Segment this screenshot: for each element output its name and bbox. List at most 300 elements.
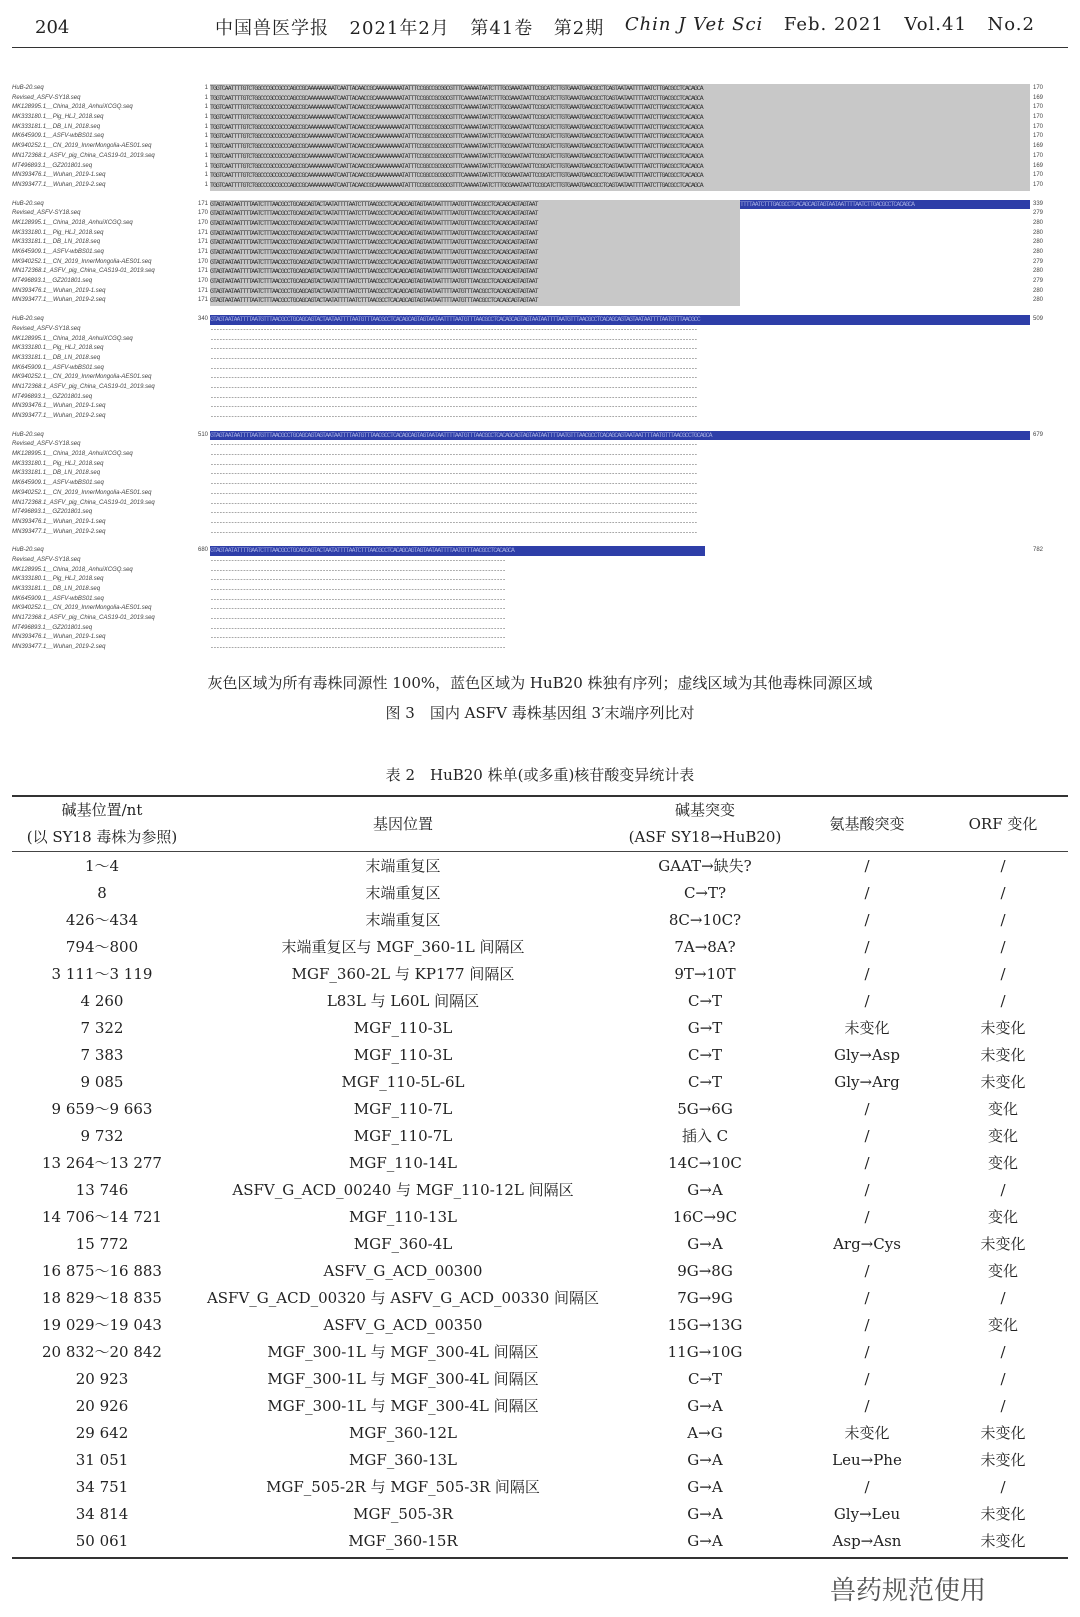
cell-position: 31 051 (75, 1450, 129, 1469)
alignment-row (12, 633, 1072, 643)
sequence-dashed: --------------------------------------------------------------------------------------------------------------------------------------------------------------------- (210, 480, 697, 488)
cell-gene: ASFV_G_ACD_00350 (323, 1315, 483, 1334)
cell-orf-change: 变化 (987, 1127, 1018, 1145)
alignment-row (12, 479, 1072, 489)
alignment-row (12, 335, 1072, 345)
sequence-wrap (210, 200, 1030, 210)
sequence-gray: TGGTCAATTTTGTCTGGCCCGCCGCCCAGCCGCAAAAAAAAATCAATTACAACCGCAAAAAAAAATATTTCCGGCCGCGGCGTTTCAAAAATAATCTTTGCGAAATAATTCCGCATCTTGTGAAATGAACGCCTCAGTAATAATTTTAATCTTGACGCCTCACAGCA (210, 181, 1030, 191)
figure-title: 图 3 国内 ASFV 毒株基因组 3′末端序列比对 (385, 704, 695, 722)
sequence-dashed: ---------------------------------------------------------------------------------------------------- (210, 644, 506, 652)
cell-orf-change: / (1000, 856, 1006, 875)
sequence-label: MK333181.1__DB_LN_2018.seq (12, 586, 101, 592)
sequence-label: MK645909.1__ASFV-wbBS01.seq (12, 249, 104, 255)
end-position: 279 (1033, 210, 1044, 217)
alignment-row (12, 277, 1072, 287)
cell-mutation: G→A (687, 1504, 723, 1523)
end-position: 170 (1033, 123, 1044, 130)
alignment-block (12, 431, 1072, 538)
sequence-label: MK333181.1__DB_LN_2018.seq (12, 470, 101, 477)
cell-aa-change: / (864, 883, 870, 902)
start-position: 171 (197, 249, 208, 255)
sequence-wrap (210, 209, 1030, 219)
cell-aa-change: / (864, 1315, 870, 1334)
cell-gene: MGF_110-14L (349, 1153, 457, 1172)
sequence-dashed: --------------------------------------------------------------------------------------------------------------------------------------------------------------------- (210, 528, 697, 536)
cell-gene: 末端重复区与 MGF_360-1L 间隔区 (281, 938, 525, 956)
sequence-label: MN393477.1__Wuhan_2019-2.seq (12, 181, 106, 188)
sequence-gray: GTAGTAATAATTTTAATCTTTAACGCCTGCAGCAGTACTAATATTTTAATCTTTAACGCCTCACAGCAGTAGTAATAATTTTAATGTTTAACGCCTCACAGCAGTAGTAAT (210, 209, 740, 219)
sequence-label: MN393476.1__Wuhan_2019-1.seq (12, 172, 106, 179)
alignment-row (12, 238, 1072, 248)
table-row (12, 1230, 1068, 1257)
cell-mutation: 5G→6G (677, 1099, 733, 1118)
table-row (12, 1095, 1068, 1122)
end-position: 280 (1033, 268, 1044, 275)
start-position: 510 (197, 431, 208, 438)
volume-cn: 第41卷 (470, 18, 534, 39)
cell-orf-change: 未变化 (980, 1073, 1026, 1091)
cell-mutation: 11G→10G (667, 1342, 743, 1361)
cell-aa-change: Gly→Arg (834, 1072, 900, 1091)
alignment-row (12, 287, 1072, 297)
cell-aa-change: / (864, 937, 870, 956)
sequence-dashed: ---------------------------------------------------------------------------------------------------- (210, 576, 506, 584)
sequence-dashed: --------------------------------------------------------------------------------------------------------------------------------------------------------------------- (210, 518, 697, 526)
alignment-row (12, 209, 1072, 219)
cell-aa-change: / (864, 991, 870, 1010)
alignment-row (12, 315, 1072, 325)
cell-mutation: C→T (687, 1369, 723, 1388)
cell-aa-change: / (864, 910, 870, 929)
alignment-row (12, 258, 1072, 268)
sequence-gray: GTAGTAATAATTTTAATCTTTAACGCCTGCAGCAGTACTAATATTTTAATCTTTAACGCCTCACAGCAGTAGTAATAATTTTAATGTTTAACGCCTCACAGCAGTAGTAAT (210, 267, 740, 277)
sequence-gray: GTAGTAATAATTTTAATCTTTAACGCCTGCAGCAGTACTAATATTTTAATCTTTAACGCCTCACAGCAGTAGTAATAATTTTAATGTTTAACGCCTCACAGCAGTAGTAAT (210, 277, 740, 287)
running-header (35, 12, 1035, 42)
cell-orf-change: 变化 (987, 1208, 1018, 1226)
cell-orf-change: 未变化 (980, 1424, 1026, 1442)
alignment-block (12, 200, 1072, 307)
table-row (12, 960, 1068, 987)
cell-aa-change: / (864, 1153, 870, 1172)
alignment-row (12, 518, 1072, 528)
cell-aa-change: / (864, 1099, 870, 1118)
cell-gene: MGF_110-3L (353, 1045, 453, 1064)
sequence-gray: GTAGTAATAATTTTAATCTTTAACGCCTGCAGCAGTACTAATATTTTAATCTTTAACGCCTCACAGCAGTAGTAATAATTTTAATGTTTAACGCCTCACAGCAGTAGTAAT (210, 200, 740, 210)
cell-gene: L83L 与 L60L 间隔区 (326, 992, 480, 1010)
sequence-label: MK333180.1__Pig_HLJ_2018.seq (12, 114, 104, 121)
alignment-row (12, 440, 1072, 450)
cell-aa-change: 未变化 (844, 1424, 890, 1442)
end-position: 169 (1033, 94, 1044, 101)
end-position: 279 (1033, 278, 1044, 285)
sequence-wrap (210, 229, 1030, 239)
start-position: 171 (197, 239, 208, 246)
cell-aa-change: / (864, 1126, 870, 1145)
sequence-wrap (210, 258, 1030, 268)
cell-position: 4 260 (80, 991, 124, 1010)
table-row (12, 1203, 1068, 1230)
alignment-row (12, 556, 1072, 566)
sequence-label: MK128995.1__China_2018_AnhuiXCGQ.seq (12, 566, 133, 573)
sequence-wrap (210, 296, 1030, 306)
cell-mutation: 9T→10T (674, 964, 736, 983)
start-position: 1 (204, 123, 208, 130)
cell-orf-change: / (1000, 1342, 1006, 1361)
sequence-dashed: ---------------------------------------------------------------------------------------------------- (210, 615, 506, 623)
sequence-label: HuB-20.seq (12, 200, 44, 207)
sequence-dashed: --------------------------------------------------------------------------------------------------------------------------------------------------------------------- (210, 354, 697, 362)
cell-gene: MGF_300-1L 与 MGF_300-4L 间隔区 (267, 1370, 539, 1388)
start-position: 170 (197, 219, 208, 226)
sequence-label: MK940252.1__CN_2019_InnerMongolia-AES01.seq (12, 143, 152, 150)
alignment-row (12, 508, 1072, 518)
cell-mutation: G→A (687, 1477, 723, 1496)
sequence-dashed: --------------------------------------------------------------------------------------------------------------------------------------------------------------------- (210, 374, 697, 382)
start-position: 170 (197, 210, 208, 217)
sequence-label: MN393477.1__Wuhan_2019-2.seq (12, 297, 106, 304)
cell-mutation: C→T (687, 1072, 723, 1091)
alignment-row (12, 364, 1072, 374)
sequence-label: MK128995.1__China_2018_AnhuiXCGQ.seq (12, 335, 133, 342)
start-position: 1 (204, 152, 208, 159)
alignment-row (12, 450, 1072, 460)
sequence-dashed: --------------------------------------------------------------------------------------------------------------------------------------------------------------------- (210, 460, 697, 468)
alignment-row (12, 200, 1072, 210)
cell-aa-change: Asp→Asn (832, 1531, 902, 1550)
sequence-gray: GTAGTAATAATTTTAATCTTTAACGCCTGCAGCAGTACTAATATTTTAATCTTTAACGCCTCACAGCAGTAGTAATAATTTTAATGTTTAACGCCTCACAGCAGTAGTAAT (210, 229, 740, 239)
date-en: Feb. 2021 (783, 14, 884, 35)
sequence-gray: TGGTCAATTTTGTCTGGCCCGCCGCCCAGCCGCAAAAAAAAATCAATTACAACCGCAAAAAAAAATATTTCCGGCCGCGGCGTTTCAAAAATAATCTTTGCGAAATAATTCCGCATCTTGTGAAATGAACGCCTCAGTAATAATTTTAATCTTGACGCCTCACAGCA (210, 84, 1030, 94)
issue-cn: 第2期 (553, 18, 605, 39)
cell-position: 18 829～18 835 (42, 1289, 162, 1307)
sequence-unique: GTAGTAATAATTTTAATGTTTAACGCCTGCAGCAGTAGTAATAATTTTAATGTTTAACGCCTCACAGCAGTAGTAATAATTTTAATGTTTAACGCCTCACAGCAGTAGTAATAATTTTAATGTTTAACGCCTCACAGCAGTAATAATTTTAATGTTTAACGCCTGCAGCA (210, 431, 1030, 441)
sequence-alignment-figure (12, 84, 1072, 662)
sequence-label: MN393476.1__Wuhan_2019-1.seq (12, 634, 106, 641)
alignment-row (12, 354, 1072, 364)
cell-gene: MGF_300-1L 与 MGF_300-4L 间隔区 (267, 1397, 539, 1415)
start-position: 170 (197, 258, 208, 265)
cell-orf-change: / (1000, 964, 1006, 983)
sequence-label: HuB-20.seq (12, 547, 44, 554)
cell-orf-change: 未变化 (980, 1532, 1026, 1550)
alignment-row (12, 113, 1072, 123)
cell-mutation: 15G→13G (667, 1315, 743, 1334)
sequence-label: MN172368.1_ASFV_pig_China_CAS19-01_2019.seq (12, 615, 155, 622)
sequence-dashed: --------------------------------------------------------------------------------------------------------------------------------------------------------------------- (210, 335, 697, 343)
cell-gene: ASFV_G_ACD_00240 与 MGF_110-12L 间隔区 (232, 1181, 574, 1199)
table-row (12, 1419, 1068, 1446)
end-position: 170 (1033, 172, 1044, 179)
table-row (12, 1284, 1068, 1311)
start-position: 1 (204, 143, 208, 150)
cell-aa-change: / (864, 856, 870, 875)
sequence-label: MK940252.1__CN_2019_InnerMongolia-AES01.seq (12, 258, 152, 265)
alignment-row (12, 248, 1072, 258)
end-position: 339 (1033, 200, 1044, 207)
sequence-label: MK128995.1__China_2018_AnhuiXCGQ.seq (12, 451, 133, 458)
sequence-label: MN393477.1__Wuhan_2019-2.seq (12, 644, 106, 651)
sequence-unique: GTAGTAATATTTTGAATCTTTAACGCCTGCAGCAGTACTAATATTTTAATCTTTAACGCCTCACAGCAGTAGTAATAATTTTAATGTTTAACGCCTCACAGCA (210, 546, 705, 556)
cell-position: 794～800 (65, 938, 139, 956)
start-position: 171 (197, 297, 208, 304)
sequence-wrap (210, 277, 1030, 287)
cell-mutation: 14C→10C (668, 1153, 742, 1172)
cell-position: 29 642 (75, 1423, 129, 1442)
cell-mutation: G→A (687, 1180, 723, 1199)
alignment-row (12, 152, 1072, 162)
end-position: 170 (1033, 85, 1044, 91)
cell-gene: 末端重复区 (365, 884, 441, 902)
cell-orf-change: / (1000, 1288, 1006, 1307)
header-orf: ORF 变化 (938, 797, 1068, 852)
alignment-row (12, 528, 1072, 538)
sequence-label: MN393477.1__Wuhan_2019-2.seq (12, 413, 106, 419)
sequence-dashed: --------------------------------------------------------------------------------------------------------------------------------------------------------------------- (210, 441, 697, 449)
cell-mutation: G→A (687, 1396, 723, 1415)
cell-orf-change: / (1000, 1369, 1006, 1388)
sequence-label: MK645909.1__ASFV-wbBS01.seq (12, 364, 104, 371)
cell-aa-change: / (864, 1396, 870, 1415)
start-position: 171 (197, 200, 208, 207)
sequence-label: MK940252.1__CN_2019_InnerMongolia-AES01.seq (12, 374, 152, 381)
sequence-label: MK940252.1__CN_2019_InnerMongolia-AES01.seq (12, 489, 152, 496)
start-position: 1 (204, 172, 208, 179)
sequence-label: HuB-20.seq (12, 85, 44, 91)
alignment-row (12, 624, 1072, 634)
table-row (12, 987, 1068, 1014)
cell-gene: MGF_360-2L 与 KP177 间隔区 (291, 965, 515, 983)
header-position-note: (以 SY18 毒株为参照) (12, 824, 192, 852)
sequence-label: Revised_ASFV-SY18.seq (12, 210, 81, 217)
sequence-gray: TGGTCAATTTTGTCTGGCCCGCCGCCCAGCCGCAAAAAAAAATCAATTACAACCGCAAAAAAAAATATTTCCGGCCGCGGCGTTTCAAAAATAATCTTTGCGAAATAATTCCGCATCTTGTGAAATGAACGCCTCAGTAATAATTTTAATCTTGACGCCTCACAGCA (210, 162, 1030, 172)
alignment-row (12, 575, 1072, 585)
alignment-row (12, 546, 1072, 556)
alignment-row (12, 142, 1072, 152)
alignment-row (12, 94, 1072, 104)
cell-mutation: 7G→9G (677, 1288, 733, 1307)
cell-gene: MGF_110-5L-6L (341, 1072, 465, 1091)
start-position: 171 (197, 268, 208, 275)
table-row (12, 1257, 1068, 1284)
alignment-row (12, 296, 1072, 306)
alignment-row (12, 84, 1072, 94)
end-position: 170 (1033, 152, 1044, 159)
sequence-label: MK333181.1__DB_LN_2018.seq (12, 123, 101, 130)
sequence-dashed: --------------------------------------------------------------------------------------------------------------------------------------------------------------------- (210, 345, 697, 353)
sequence-label: MN393476.1__Wuhan_2019-1.seq (12, 287, 106, 294)
cell-mutation: C→T (687, 1045, 723, 1064)
cell-orf-change: 未变化 (980, 1235, 1026, 1253)
sequence-label: Revised_ASFV-SY18.seq (12, 556, 81, 563)
sequence-label: MK645909.1__ASFV-wbBS01.seq (12, 480, 104, 487)
cell-gene: MGF_110-3L (353, 1018, 453, 1037)
sequence-gray: GTAGTAATAATTTTAATCTTTAACGCCTGCAGCAGTACTAATATTTTAATCTTTAACGCCTCACAGCAGTAGTAATAATTTTAATGTTTAACGCCTCACAGCAGTAGTAAT (210, 219, 740, 229)
table-row (12, 933, 1068, 960)
alignment-row (12, 412, 1072, 422)
sequence-label: MK333181.1__DB_LN_2018.seq (12, 354, 101, 361)
table-row (12, 1041, 1068, 1068)
end-position: 280 (1033, 297, 1044, 304)
sequence-gray: TGGTCAATTTTGTCTGGCCCGCCGCCCAGCCGCAAAAAAAAATCAATTACAACCGCAAAAAAAAATATTTCCGGCCGCGGCGTTTCAAAAATAATCTTTGCGAAATAATTCCGCATCTTGTGAAATGAACGCCTCAGTAATAATTTTAATCTTGACGCCTCACAGCA (210, 103, 1030, 113)
table-row (12, 906, 1068, 933)
table-row (12, 1014, 1068, 1041)
date-cn: 2021年2月 (349, 18, 450, 39)
sequence-label: Revised_ASFV-SY18.seq (12, 441, 81, 448)
end-position: 280 (1033, 287, 1044, 294)
sequence-label: MT496893.1__GZ201801.seq (12, 624, 93, 631)
cell-position: 15 772 (75, 1234, 129, 1253)
cell-position: 34 751 (75, 1477, 129, 1496)
page-number: 204 (35, 16, 70, 38)
volume-en: Vol.41 (904, 14, 967, 35)
start-position: 1 (204, 162, 208, 169)
table-row (12, 1473, 1068, 1500)
start-position: 680 (197, 547, 208, 554)
sequence-dashed: ---------------------------------------------------------------------------------------------------- (210, 624, 506, 632)
cell-orf-change: 未变化 (980, 1046, 1026, 1064)
cell-gene: MGF_110-7L (353, 1126, 453, 1145)
cell-aa-change: / (864, 1207, 870, 1226)
cell-mutation: 插入 C (681, 1127, 729, 1145)
sequence-label: HuB-20.seq (12, 316, 44, 323)
alignment-row (12, 325, 1072, 335)
sequence-label: MK333180.1__Pig_HLJ_2018.seq (12, 229, 104, 236)
alignment-row (12, 566, 1072, 576)
alignment-row (12, 383, 1072, 393)
cell-position: 9 659～9 663 (51, 1100, 153, 1118)
sequence-dashed: --------------------------------------------------------------------------------------------------------------------------------------------------------------------- (210, 325, 697, 333)
sequence-label: MK333180.1__Pig_HLJ_2018.seq (12, 345, 104, 352)
cell-orf-change: 变化 (987, 1100, 1018, 1118)
cell-aa-change: / (864, 1369, 870, 1388)
alignment-row (12, 499, 1072, 509)
sequence-label: MN172368.1_ASFV_pig_China_CAS19-01_2019.seq (12, 268, 155, 275)
cell-orf-change: / (1000, 883, 1006, 902)
journal-name-cn: 中国兽医学报 (215, 18, 329, 39)
cell-position: 16 875～16 883 (42, 1262, 162, 1280)
end-position: 782 (1033, 547, 1044, 554)
cell-mutation: 7A→8A? (674, 937, 736, 956)
cell-gene: MGF_300-1L 与 MGF_300-4L 间隔区 (267, 1343, 539, 1361)
cell-aa-change: / (864, 964, 870, 983)
end-position: 169 (1033, 162, 1044, 169)
sequence-label: MK333180.1__Pig_HLJ_2018.seq (12, 576, 104, 583)
start-position: 170 (197, 278, 208, 285)
sequence-gray: GTAGTAATAATTTTAATCTTTAACGCCTGCAGCAGTACTAATATTTTAATCTTTAACGCCTCACAGCAGTAGTAATAATTTTAATGTTTAACGCCTCACAGCAGTAGTAAT (210, 296, 740, 306)
cell-position: 7 383 (80, 1045, 124, 1064)
sequence-dashed: --------------------------------------------------------------------------------------------------------------------------------------------------------------------- (210, 470, 697, 478)
cell-position: 426～434 (65, 911, 139, 929)
cell-gene: ASFV_G_ACD_00300 (323, 1261, 483, 1280)
journal-name-en: Chin J Vet Sci (624, 14, 764, 35)
cell-gene: MGF_110-13L (349, 1207, 457, 1226)
sequence-gray: TGGTCAATTTTGTCTGGCCCGCCGCCCAGCCGCAAAAAAAAATCAATTACAACCGCAAAAAAAAATATTTCCGGCCGCGGCGTTTCAAAAATAATCTTTGCGAAATAATTCCGCATCTTGTGAAATGAACGCCTCAGTAATAATTTTAATCTTGACGCCTCACAGCA (210, 142, 1030, 152)
cell-aa-change: Gly→Leu (833, 1504, 901, 1523)
alignment-row (12, 229, 1072, 239)
alignment-row (12, 132, 1072, 142)
cell-gene: MGF_505-2R 与 MGF_505-3R 间隔区 (266, 1478, 540, 1496)
alignment-row (12, 373, 1072, 383)
start-position: 1 (204, 104, 208, 111)
sequence-wrap (210, 248, 1030, 258)
alignment-row (12, 460, 1072, 470)
cell-orf-change: / (1000, 1396, 1006, 1415)
sequence-gray: TGGTCAATTTTGTCTGGCCCGCCGCCCAGCCGCAAAAAAAAATCAATTACAACCGCAAAAAAAAATATTTCCGGCCGCGGCGTTTCAAAAATAATCTTTGCGAAATAATTCCGCATCTTGTGAAATGAACGCCTCAGTAATAATTTTAATCTTGACGCCTCACAGCA (210, 94, 1030, 104)
sequence-label: MT496893.1__GZ201801.seq (12, 162, 93, 169)
sequence-dashed: ---------------------------------------------------------------------------------------------------- (210, 556, 506, 564)
cell-position: 7 322 (80, 1018, 124, 1037)
sequence-label: Revised_ASFV-SY18.seq (12, 94, 81, 101)
alignment-row (12, 219, 1072, 229)
sequence-wrap (210, 287, 1030, 297)
alignment-row (12, 431, 1072, 441)
cell-position: 50 061 (75, 1531, 129, 1550)
cell-orf-change: 未变化 (980, 1505, 1026, 1523)
end-position: 170 (1033, 181, 1044, 188)
sequence-dashed: --------------------------------------------------------------------------------------------------------------------------------------------------------------------- (210, 383, 697, 391)
cell-mutation: 8C→10C? (668, 910, 742, 929)
cell-position: 8 (97, 883, 107, 902)
sequence-wrap (210, 219, 1030, 229)
cell-orf-change: / (1000, 991, 1006, 1010)
alignment-row (12, 103, 1072, 113)
cell-position: 20 832～20 842 (42, 1343, 162, 1361)
end-position: 170 (1033, 114, 1044, 121)
alignment-block (12, 315, 1072, 422)
alignment-row (12, 469, 1072, 479)
alignment-row (12, 614, 1072, 624)
table-row (12, 1149, 1068, 1176)
watermark: 兽药规范使用 (830, 1576, 987, 1606)
sequence-label: MN172368.1_ASFV_pig_China_CAS19-01_2019.seq (12, 499, 155, 506)
cell-mutation: C→T (687, 991, 723, 1010)
sequence-gray: TGGTCAATTTTGTCTGGCCCGCCGCCCAGCCGCAAAAAAAAATCAATTACAACCGCAAAAAAAAATATTTCCGGCCGCGGCGTTTCAAAAATAATCTTTGCGAAATAATTCCGCATCTTGTGAAATGAACGCCTCAGTAATAATTTTAATCTTGACGCCTCACAGCA (210, 113, 1030, 123)
table-row (12, 1527, 1068, 1554)
cell-gene: MGF_360-15R (348, 1531, 458, 1550)
end-position: 170 (1033, 104, 1044, 111)
cell-gene: MGF_360-4L (353, 1234, 453, 1253)
sequence-dashed: --------------------------------------------------------------------------------------------------------------------------------------------------------------------- (210, 413, 697, 420)
sequence-unique: GTAGTAATAATTTTAATGTTTAACGCCTGCAGCAGTACTAATAATTTTAATGTTTAACGCCTCACAGCAGTAGTAATAATTTTAATGTTTAACGCCTCACAGCAGTAGTAATAATTTTAATGTTTAACGCCTCACAGCAGTAGTAATAATTTTAATGTTTAACGCC (210, 315, 1030, 325)
cell-position: 1～4 (84, 857, 120, 875)
sequence-dashed: --------------------------------------------------------------------------------------------------------------------------------------------------------------------- (210, 403, 697, 411)
sequence-wrap (210, 267, 1030, 277)
sequence-dashed: --------------------------------------------------------------------------------------------------------------------------------------------------------------------- (210, 393, 697, 401)
table-row (12, 1500, 1068, 1527)
sequence-gray: GTAGTAATAATTTTAATCTTTAACGCCTGCAGCAGTACTAATATTTTAATCTTTAACGCCTCACAGCAGTAGTAATAATTTTAATGTTTAACGCCTCACAGCAGTAGTAAT (210, 248, 740, 258)
cell-position: 9 732 (80, 1126, 124, 1145)
sequence-gray: TGGTCAATTTTGTCTGGCCCGCCGCCCAGCCGCAAAAAAAAATCAATTACAACCGCAAAAAAAAATATTTCCGGCCGCGGCGTTTCAAAAATAATCTTTGCGAAATAATTCCGCATCTTGTGAAATGAACGCCTCAGTAATAATTTTAATCTTGACGCCTCACAGCA (210, 152, 1030, 162)
header-position: 碱基位置/nt (61, 801, 143, 819)
table-row (12, 852, 1068, 880)
sequence-label: MK128995.1__China_2018_AnhuiXCGQ.seq (12, 219, 133, 226)
sequence-label: MN393476.1__Wuhan_2019-1.seq (12, 518, 106, 525)
alignment-row (12, 393, 1072, 403)
sequence-dashed: ---------------------------------------------------------------------------------------------------- (210, 605, 506, 613)
sequence-label: MK333181.1__DB_LN_2018.seq (12, 239, 101, 246)
sequence-dashed: ---------------------------------------------------------------------------------------------------- (210, 566, 506, 574)
table-row (12, 1365, 1068, 1392)
cell-orf-change: / (1000, 910, 1006, 929)
alignment-row (12, 585, 1072, 595)
alignment-row (12, 604, 1072, 614)
cell-gene: MGF_505-3R (353, 1504, 453, 1523)
cell-aa-change: / (864, 1261, 870, 1280)
cell-position: 34 814 (75, 1504, 129, 1523)
cell-orf-change: / (1000, 1477, 1006, 1496)
start-position: 171 (197, 229, 208, 236)
sequence-gray: GTAGTAATAATTTTAATCTTTAACGCCTGCAGCAGTACTAATATTTTAATCTTTAACGCCTCACAGCAGTAGTAATAATTTTAATGTTTAACGCCTCACAGCAGTAGTAAT (210, 287, 740, 297)
